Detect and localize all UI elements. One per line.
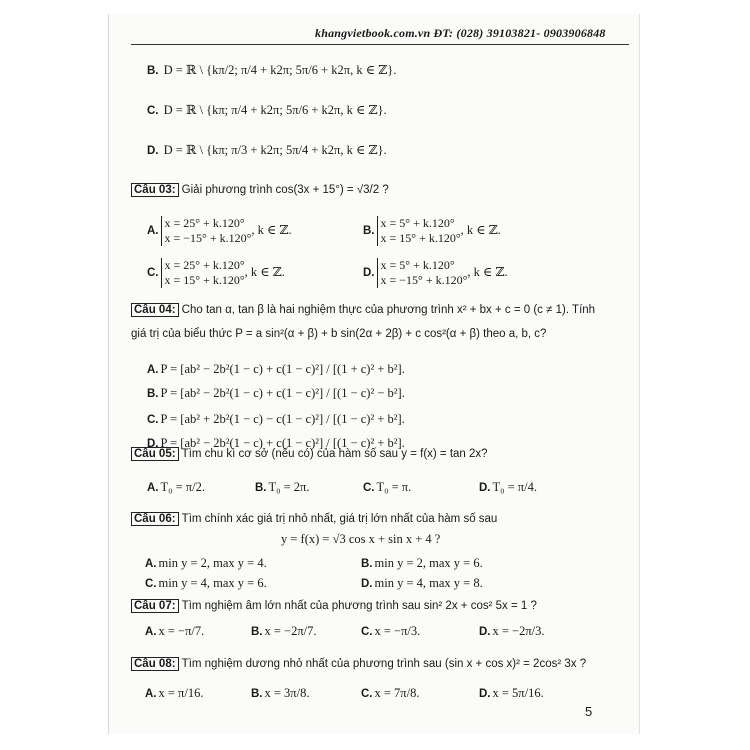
- q3-option-b: [363, 216, 501, 246]
- option-letter: D.: [147, 438, 159, 450]
- option-letter: D.: [479, 482, 491, 494]
- option-text: T₀ = 2π.: [268, 480, 310, 494]
- page-header: khangvietbook.com.vn ĐT: (028) 39103821- 0903906848: [315, 26, 606, 40]
- option-letter: B.: [147, 65, 159, 77]
- question-4-continued: [131, 326, 546, 341]
- option-b-prev: [147, 62, 396, 78]
- q8-option-d: [479, 686, 544, 701]
- option-letter: A.: [145, 688, 157, 700]
- option-letter: D.: [479, 688, 491, 700]
- option-letter: B.: [251, 688, 263, 700]
- system-line-1: x = 5° + k.120°: [380, 258, 455, 272]
- q6-option-d: [361, 576, 483, 591]
- option-tail: , k ∈ ℤ.: [460, 222, 501, 237]
- equation-system: [161, 216, 252, 246]
- option-tail: , k ∈ ℤ.: [467, 264, 508, 279]
- option-letter: C.: [147, 414, 159, 426]
- option-text: x = −2π/3.: [492, 624, 545, 638]
- question-6: [131, 511, 497, 526]
- q8-option-b: [251, 686, 309, 701]
- system-line-2: x = −15° + k.120°: [164, 231, 252, 245]
- option-text: T₀ = π/2.: [160, 480, 205, 494]
- option-letter: C.: [145, 578, 157, 590]
- option-text: P = [ab² + 2b²(1 − c) − c(1 − c)²] / [(1 − c)² + b²].: [160, 412, 405, 426]
- question-text: Tìm chính xác giá trị nhỏ nhất, giá trị lớn nhất của hàm số sau: [181, 513, 498, 525]
- option-letter: B.: [361, 558, 373, 570]
- q3-option-c: [147, 258, 285, 288]
- q6-option-a: [145, 556, 267, 571]
- question-formula: y = f(x) = √3 cos x + sin x + 4 ?: [281, 532, 441, 546]
- system-line-1: x = 25° + k.120°: [164, 258, 245, 272]
- question-5: [131, 446, 488, 461]
- option-text: D = ℝ \ {kπ; π/3 + k2π; 5π/4 + k2π, k ∈ ℤ}.: [163, 143, 387, 157]
- option-text: T₀ = π/4.: [492, 480, 537, 494]
- q3-option-d: [363, 258, 508, 288]
- option-text: x = 7π/8.: [374, 686, 420, 700]
- option-letter: A.: [147, 364, 159, 376]
- q5-option-b: [255, 480, 309, 495]
- option-text: x = π/16.: [158, 686, 204, 700]
- option-tail: , k ∈ ℤ.: [244, 264, 285, 279]
- q6-option-c: [145, 576, 267, 591]
- book-page: [108, 14, 640, 734]
- question-3: [131, 182, 389, 197]
- q5-option-c: [363, 480, 411, 495]
- question-label: Câu 07:: [131, 599, 179, 613]
- question-8: [131, 656, 586, 671]
- option-text: min y = 2, max y = 6.: [374, 556, 483, 570]
- option-letter: B.: [363, 224, 375, 237]
- system-line-1: x = 5° + k.120°: [380, 216, 455, 230]
- q6-option-b: [361, 556, 483, 571]
- question-text: Tìm chu kì cơ sở (nếu có) của hàm số sau y = f(x) = tan 2x?: [181, 448, 488, 460]
- option-text: x = 3π/8.: [264, 686, 310, 700]
- q7-option-a: [145, 624, 204, 639]
- option-text: min y = 4, max y = 8.: [374, 576, 483, 590]
- q7-option-d: [479, 624, 545, 639]
- question-label: Câu 03:: [131, 183, 179, 197]
- option-tail: , k ∈ ℤ.: [251, 222, 292, 237]
- question-label: Câu 08:: [131, 657, 179, 671]
- question-label: Câu 06:: [131, 512, 179, 526]
- q8-option-a: [145, 686, 203, 701]
- option-letter: C.: [361, 626, 373, 638]
- system-line-2: x = 15° + k.120°: [164, 273, 245, 287]
- system-line-2: x = 15° + k.120°: [380, 231, 461, 245]
- question-4: [131, 302, 595, 317]
- header-rule: [131, 44, 629, 45]
- option-letter: D.: [363, 266, 375, 279]
- option-letter: C.: [147, 105, 159, 117]
- question-text: Tìm nghiệm dương nhỏ nhất của phương trình sau (sin x + cos x)² = 2cos² 3x ?: [181, 658, 587, 670]
- question-text-2: giá trị của biểu thức P = a sin²(α + β) + b sin(2α + 2β) + c cos²(α + β) theo a, b, c?: [131, 328, 547, 340]
- option-letter: B.: [251, 626, 263, 638]
- option-letter: D.: [361, 578, 373, 590]
- option-letter: D.: [147, 145, 159, 157]
- q5-option-a: [147, 480, 205, 495]
- option-text: P = [ab² − 2b²(1 − c) + c(1 − c)²] / [(1 + c)² + b²].: [160, 362, 405, 376]
- option-letter: C.: [361, 688, 373, 700]
- equation-system: [161, 258, 245, 288]
- question-6-formula: [281, 532, 440, 547]
- equation-system: [377, 258, 468, 288]
- option-text: x = 5π/16.: [492, 686, 544, 700]
- question-label: Câu 04:: [131, 303, 179, 317]
- option-text: min y = 2, max y = 4.: [158, 556, 267, 570]
- option-c-prev: [147, 102, 387, 118]
- option-text: D = ℝ \ {kπ/2; π/4 + k2π; 5π/6 + k2π, k ∈ ℤ}.: [163, 63, 397, 77]
- question-text: Giải phương trình cos(3x + 15°) = √3/2 ?: [181, 184, 389, 196]
- q7-option-c: [361, 624, 420, 639]
- page-number: 5: [585, 704, 593, 719]
- option-text: D = ℝ \ {kπ; π/4 + k2π; 5π/6 + k2π, k ∈ ℤ}.: [163, 103, 387, 117]
- option-letter: C.: [363, 482, 375, 494]
- system-line-1: x = 25° + k.120°: [164, 216, 245, 230]
- option-letter: A.: [145, 626, 157, 638]
- option-text: x = −π/3.: [374, 624, 421, 638]
- q3-option-a: [147, 216, 292, 246]
- option-letter: A.: [147, 224, 159, 237]
- option-letter: A.: [147, 482, 159, 494]
- option-letter: B.: [255, 482, 267, 494]
- q4-option-a: [147, 362, 405, 377]
- system-line-2: x = −15° + k.120°: [380, 273, 468, 287]
- option-text: min y = 4, max y = 6.: [158, 576, 267, 590]
- option-text: P = [ab² − 2b²(1 − c) + c(1 − c)²] / [(1 − c)² + b²].: [160, 436, 405, 450]
- q5-option-d: [479, 480, 537, 495]
- question-label: Câu 05:: [131, 447, 179, 461]
- option-text: x = −2π/7.: [264, 624, 317, 638]
- q4-option-c: [147, 412, 405, 427]
- option-text: T₀ = π.: [376, 480, 412, 494]
- question-text: Cho tan α, tan β là hai nghiệm thực của phương trình x² + bx + c = 0 (c ≠ 1). Tính: [181, 304, 596, 316]
- option-letter: B.: [147, 388, 159, 400]
- option-text: P = [ab² − 2b²(1 − c) + c(1 − c)²] / [(1 − c)² − b²].: [160, 386, 405, 400]
- q4-option-b: [147, 386, 405, 401]
- q7-option-b: [251, 624, 317, 639]
- question-7: [131, 598, 537, 613]
- question-text: Tìm nghiệm âm lớn nhất của phương trình sau sin² 2x + cos² 5x = 1 ?: [181, 600, 537, 612]
- option-letter: C.: [147, 266, 159, 279]
- q8-option-c: [361, 686, 419, 701]
- option-letter: A.: [145, 558, 157, 570]
- option-text: x = −π/7.: [158, 624, 205, 638]
- equation-system: [377, 216, 461, 246]
- option-letter: D.: [479, 626, 491, 638]
- option-d-prev: [147, 142, 387, 158]
